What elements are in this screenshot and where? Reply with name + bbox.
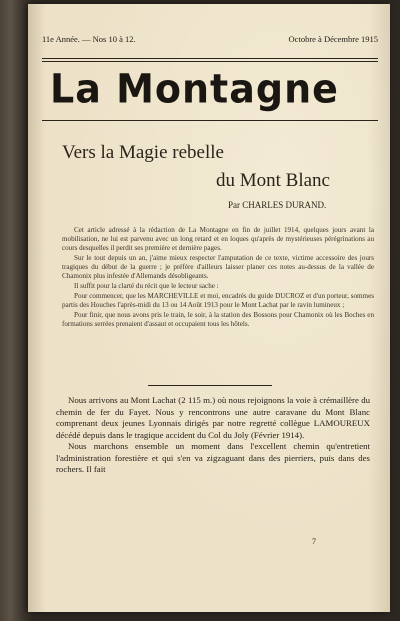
article-title-line2: du Mont Blanc — [216, 170, 330, 191]
issue-header — [42, 34, 378, 44]
header-rule-double — [42, 61, 378, 62]
article-body — [56, 395, 370, 476]
magazine-page — [28, 4, 390, 612]
issue-date: Octobre à Décembre 1915 — [288, 34, 378, 44]
masthead-rule — [42, 120, 378, 121]
body-paragraph: Nous arrivons au Mont Lachat (2 115 m.) où nous rejoignons la voie à crémaillère du chemin de fer du Fayet. Nous y rencontrons une autre caravane du Mont Blanc comprenant deux jeunes Lyonnais dirigés par notre regretté collègue LAMOUREUX décédé depuis dans le tragique accident du Col du Joly (Février 1914). — [56, 395, 370, 440]
page-number: 7 — [312, 537, 316, 546]
editor-note — [62, 226, 374, 330]
article-byline: Par CHARLES DURAND. — [228, 200, 327, 210]
body-paragraph: Nous marchons ensemble un moment dans l'excellent chemin qu'entretient l'administration forestière et qui s'en va zigzaguant dans des pierriers, puis dans des rochers. Il fait — [56, 441, 370, 474]
header-rule — [42, 58, 378, 59]
editor-note-paragraph: Cet article adressé à la rédaction de La Montagne en fin de juillet 1914, quelques jours avant la mobilisation, ne lui est parvenu avec un long retard et en loques qu'après de mystérieuses pérégrinations au cours desquelles il perdit ses première et dernière pages. — [62, 226, 374, 252]
issue-number: 11e Année. — Nos 10 à 12. — [42, 34, 136, 44]
editor-note-paragraph: Sur le tout depuis un an, j'aime mieux respecter l'amputation de ce texte, victime accessoire des jours tragiques du début de la guerre ; je préfère d'ailleurs laisser planer ces notes au-dessus de la vallée de Chamonix plus infestée d'Allemands désobligeants. — [62, 254, 374, 280]
section-separator — [148, 385, 272, 386]
masthead-title: La Montagne — [50, 65, 339, 113]
editor-note-paragraph: Il suffit pour la clarté du récit que le lecteur sache : — [74, 282, 219, 290]
editor-note-paragraph: Pour commencer, que les MARCHEVILLE et moi, encadrés du guide DUCROZ et d'un porteur, sommes partis des Houches l'après-midi du 13 ou 14 Août 1913 pour le Mont Lachat par le ravin lumineux ; — [62, 292, 374, 309]
article-title-line1: Vers la Magie rebelle — [62, 142, 224, 163]
editor-note-paragraph: Pour finir, que nous avons pris le train, le soir, à la station des Bossons pour Chamonix où les Boches en formations serrées prenaient d'assaut et occupaient tous les hôtels. — [62, 311, 374, 328]
